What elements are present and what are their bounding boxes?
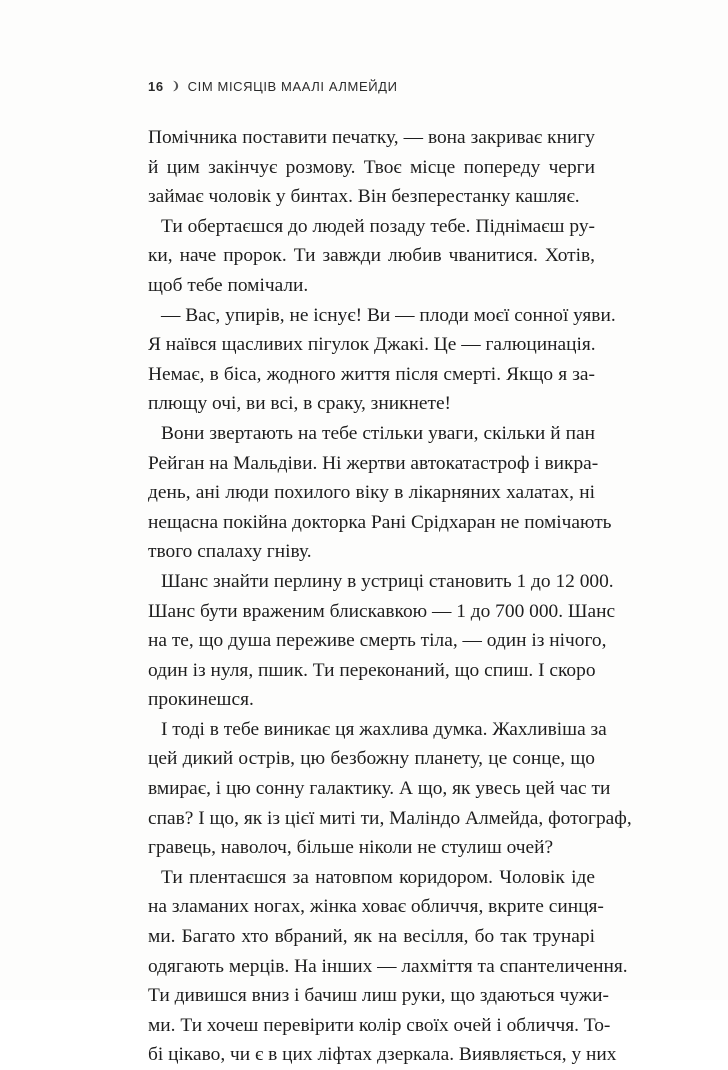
text-line: на те, що душа переживе смерть тіла, — один із нічого, xyxy=(148,630,607,652)
text-line: ки, наче пророк. Ти завжди любив чванитися. Хотів, xyxy=(148,245,595,267)
text-line: Ти обертаєшся до людей позаду тебе. Піднімаєш ру- xyxy=(161,215,595,237)
text-line: Шанс бути враженим блискавкою — 1 до 700 000. Шанс xyxy=(148,600,616,622)
crescent-moon-icon xyxy=(172,80,180,92)
text-line: Немає, в біса, жодного життя після смерті. Якщо я за- xyxy=(148,363,595,385)
book-title: СІМ МІСЯЦІВ МААЛІ АЛМЕЙДИ xyxy=(187,78,398,94)
text-line: цей дикий острів, цю безбожну планету, це сонце, що xyxy=(148,748,595,770)
text-line: — Вас, упирів, не існує! Ви — плоди моєї сонної уяви. xyxy=(161,304,616,326)
text-line: вмирає, і цю сонну галактику. А що, як увесь цей час ти xyxy=(148,778,611,800)
text-line: щоб тебе помічали. xyxy=(148,274,309,296)
text-line: на зламаних ногах, жінка ховає обличчя, вкрите синця- xyxy=(148,896,604,918)
text-line: гравець, наволоч, більше ніколи не стулиш очей? xyxy=(148,837,554,859)
text-line: Ти дивишся вниз і бачиш лиш руки, що здаються чужи- xyxy=(148,985,609,1007)
text-line: Помічника поставити печатку, — вона закриває книгу xyxy=(148,127,595,148)
text-line: прокинешся. xyxy=(148,689,254,711)
text-line: займає чоловік у бинтах. Він безперестанку кашляє. xyxy=(148,186,580,208)
text-line: І тоді в тебе виникає ця жахлива думка. Жахливіша за xyxy=(161,718,607,740)
text-line: ми. Багато хто вбраний, як на весілля, бо так трунарі xyxy=(148,926,595,948)
text-line: один із нуля, пшик. Ти переконаний, що спиш. І скоро xyxy=(148,659,596,681)
text-line: Шанс знайти перлину в устриці становить 1 до 12 000. xyxy=(161,570,614,592)
text-line: спав? І що, як із цієї миті ти, Маліндо Алмейда, фотограф, xyxy=(148,807,632,829)
text-line: твого спалаху гніву. xyxy=(148,541,312,563)
text-line: Я наївся щасливих пігулок Джакі. Це — галюцинація. xyxy=(148,334,596,356)
text-line: Рейган на Мальдіви. Ні жертви автокатастроф і викра- xyxy=(148,452,599,474)
text-line: день, ані люди похилого віку в лікарняних халатах, ні xyxy=(148,482,595,504)
text-line: Вони звертають на тебе стільки уваги, скільки й пан xyxy=(161,422,595,444)
running-head xyxy=(148,76,398,96)
text-line: нещасна покійна докторка Рані Срідхаран не помічають xyxy=(148,511,612,533)
text-line: одягають мерців. На інших — лахміття та спантеличення. xyxy=(148,955,628,977)
text-line: Ти плентаєшся за натовпом коридором. Чоловік іде xyxy=(161,866,595,888)
text-line: й цим закінчує розмову. Твоє місце попереду черги xyxy=(148,156,595,178)
text-line: ми. Ти хочеш перевірити колір своїх очей і обличчя. То- xyxy=(148,1014,611,1036)
page-number: 16 xyxy=(148,78,164,94)
body-text xyxy=(148,123,632,1070)
text-line: плющу очі, ви всі, в сраку, зникнете! xyxy=(148,393,452,415)
text-line: бі цікаво, чи є в цих ліфтах дзеркала. Виявляється, у них xyxy=(148,1044,617,1066)
